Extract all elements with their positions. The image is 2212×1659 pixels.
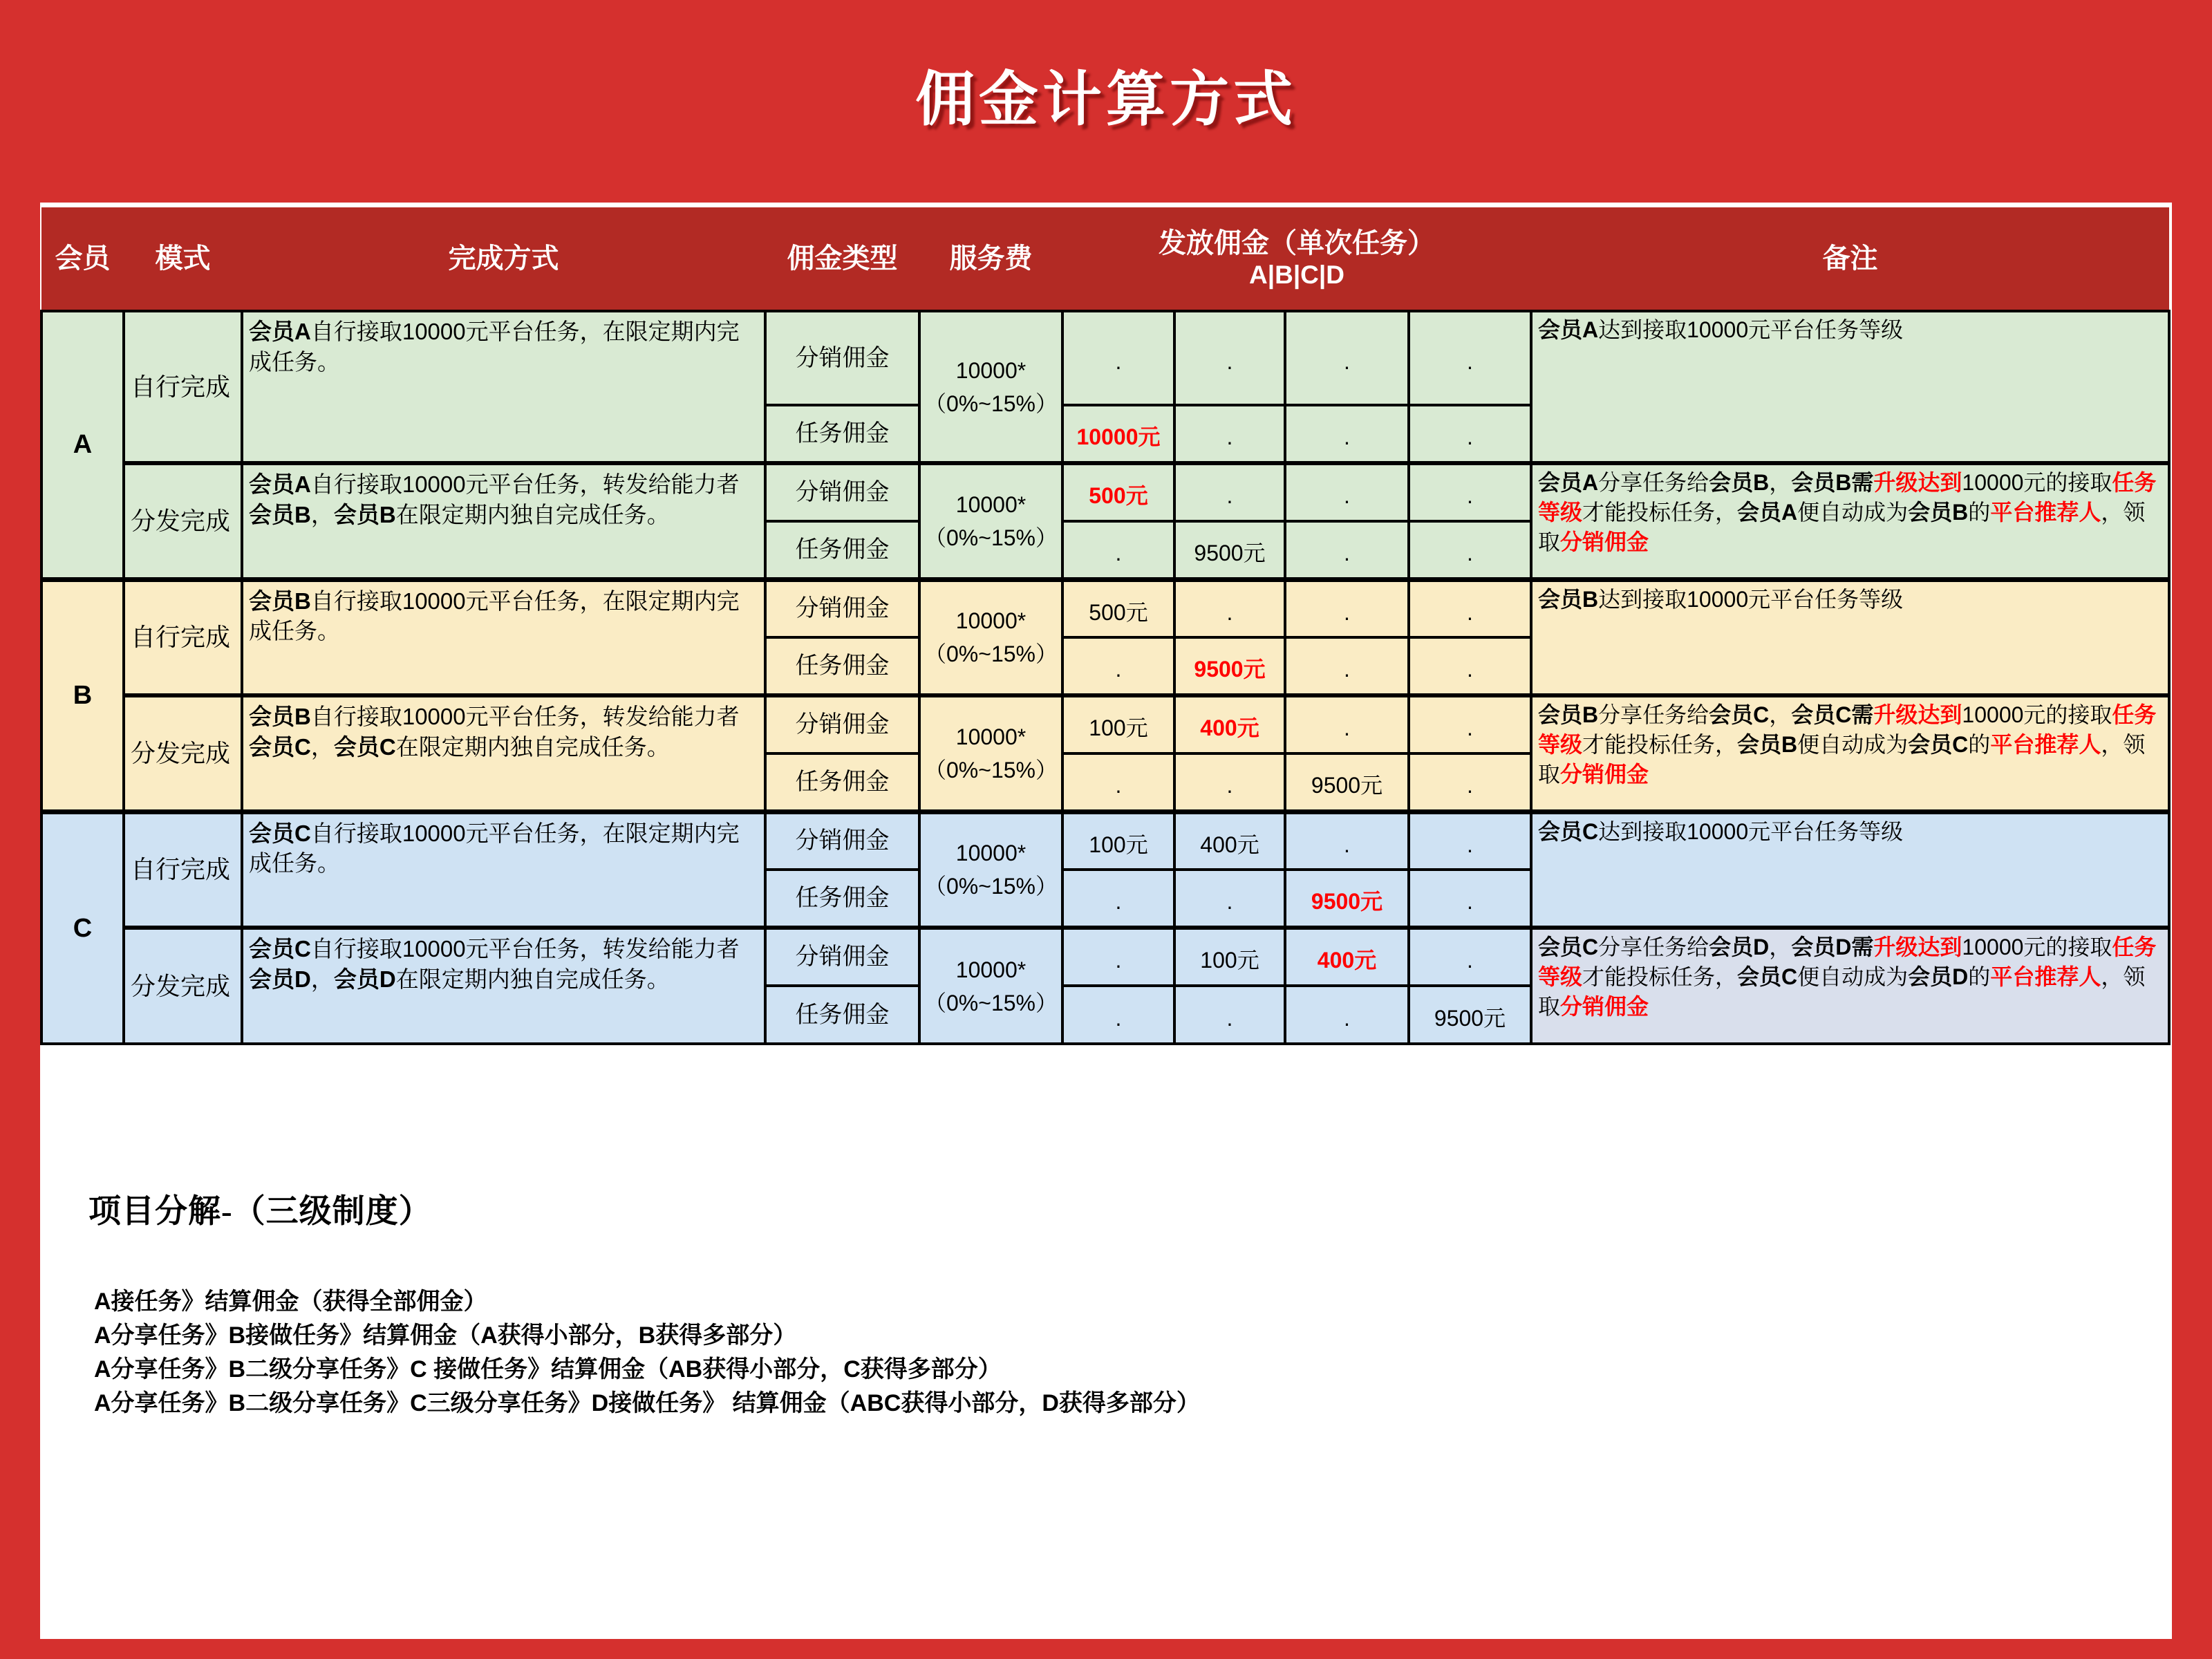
service-fee-line1: 10000* bbox=[955, 957, 1027, 982]
text-segment: 会员B bbox=[333, 501, 396, 527]
method-desc-cell bbox=[242, 928, 765, 1044]
table-header bbox=[41, 207, 2169, 311]
text-segment: 会员D bbox=[333, 966, 396, 992]
table-row bbox=[41, 311, 2169, 405]
payout-c: . bbox=[1285, 405, 1409, 463]
text-segment: 会员C bbox=[333, 733, 396, 760]
text-segment: 会员C bbox=[1538, 935, 1599, 959]
text-segment: 会员B bbox=[1709, 470, 1770, 495]
text-segment: 升级达到 bbox=[1873, 935, 1962, 959]
text-segment: 达到接取10000元平台任务等级 bbox=[1598, 818, 1904, 844]
service-fee-line1: 10000* bbox=[955, 491, 1027, 517]
text-segment: 会员D bbox=[1709, 935, 1770, 959]
text-segment: 会员C bbox=[1538, 818, 1599, 844]
text-segment: ，领取 bbox=[1538, 732, 2146, 787]
text-segment: 才能投标任务， bbox=[1582, 500, 1738, 525]
commission-table bbox=[40, 207, 2171, 1045]
payout-a: . bbox=[1062, 986, 1174, 1044]
text-segment: 分享任务给 bbox=[1598, 702, 1709, 727]
breakdown-line-3: A分享任务》B二级分享任务》C 接做任务》结算佣金（AB获得小部分，C获得多部分） bbox=[94, 1356, 1002, 1382]
payout-a: . bbox=[1062, 870, 1174, 928]
payout-a: 100元 bbox=[1062, 812, 1174, 870]
payout-d: . bbox=[1409, 405, 1531, 463]
commission-type-cell: 分销佣金 bbox=[765, 579, 919, 637]
payout-c: . bbox=[1285, 695, 1409, 753]
mode-cell: 自行完成 bbox=[124, 579, 242, 695]
text-segment: 分销佣金 bbox=[1560, 529, 1649, 555]
text-segment: 在限定期内独自完成任务。 bbox=[395, 733, 670, 760]
payout-a: . bbox=[1062, 521, 1174, 579]
text-segment: 平台推荐人 bbox=[1990, 732, 2101, 758]
method-desc-cell bbox=[242, 463, 765, 579]
breakdown-line-2: A分享任务》B接做任务》结算佣金（A获得小部分，B获得多部分） bbox=[94, 1322, 797, 1349]
payout-a: . bbox=[1062, 928, 1174, 986]
payout-b: . bbox=[1174, 753, 1285, 812]
breakdown-heading: 项目分解-（三级制度） bbox=[88, 1194, 432, 1230]
text-segment: 的 bbox=[1968, 964, 1991, 990]
breakdown-line-4: A分享任务》B二级分享任务》C三级分享任务》D接做任务》 结算佣金（ABC获得小部分，D获得多部分） bbox=[94, 1390, 1200, 1416]
payout-d: . bbox=[1409, 637, 1531, 695]
mode-cell: 自行完成 bbox=[124, 311, 242, 463]
header-member: 会员 bbox=[41, 207, 124, 311]
payout-c: 9500元 bbox=[1285, 753, 1409, 812]
payout-c: 9500元 bbox=[1285, 870, 1409, 928]
service-fee-line1: 10000* bbox=[955, 608, 1027, 634]
payout-d: . bbox=[1409, 579, 1531, 637]
text-segment: 分享任务给 bbox=[1598, 470, 1709, 495]
service-fee-line1: 10000* bbox=[955, 724, 1027, 749]
text-segment: 会员B需 bbox=[1791, 470, 1874, 495]
service-fee-cell bbox=[919, 463, 1062, 579]
mode-cell: 自行完成 bbox=[124, 812, 242, 928]
text-segment: 分享任务给 bbox=[1598, 935, 1709, 959]
payout-d: . bbox=[1409, 928, 1531, 986]
table-row bbox=[41, 695, 2169, 753]
payout-d: . bbox=[1409, 870, 1531, 928]
text-segment: 会员C bbox=[1709, 702, 1770, 727]
text-segment: 自行接取10000元平台任务，转发给能力者 bbox=[310, 471, 740, 497]
text-segment: 任务等级 bbox=[1538, 702, 2157, 758]
text-segment: 会员A bbox=[1737, 500, 1798, 525]
payout-b: . bbox=[1174, 405, 1285, 463]
commission-type-cell: 任务佣金 bbox=[765, 405, 919, 463]
text-segment: 会员D需 bbox=[1791, 935, 1874, 959]
text-segment: 会员C bbox=[249, 936, 311, 962]
text-segment: 会员B bbox=[1538, 586, 1599, 612]
payout-a: . bbox=[1062, 637, 1174, 695]
text-segment: 升级达到 bbox=[1873, 702, 1962, 727]
remark-cell bbox=[1531, 695, 2169, 812]
text-segment: 10000元的接取 bbox=[1962, 702, 2112, 727]
text-segment: ， bbox=[310, 501, 334, 527]
service-fee-line2: （0%~15%） bbox=[924, 990, 1058, 1015]
service-fee-cell bbox=[919, 311, 1062, 463]
payout-b: . bbox=[1174, 579, 1285, 637]
text-segment: 达到接取10000元平台任务等级 bbox=[1598, 586, 1904, 612]
text-segment: 会员A bbox=[1538, 317, 1599, 342]
service-fee-line2: （0%~15%） bbox=[924, 525, 1058, 550]
commission-type-cell: 分销佣金 bbox=[765, 928, 919, 986]
member-label-b: B bbox=[41, 579, 124, 812]
text-segment: 任务等级 bbox=[1538, 935, 2157, 990]
text-segment: 会员D bbox=[249, 966, 311, 992]
payout-a: 500元 bbox=[1062, 579, 1174, 637]
text-segment: 10000元的接取 bbox=[1962, 470, 2112, 495]
method-desc-cell bbox=[242, 812, 765, 928]
service-fee-line2: （0%~15%） bbox=[924, 874, 1058, 899]
payout-d: . bbox=[1409, 521, 1531, 579]
payout-b: 100元 bbox=[1174, 928, 1285, 986]
text-segment: 才能投标任务， bbox=[1582, 964, 1738, 990]
payout-a: . bbox=[1062, 311, 1174, 405]
text-segment: 会员D bbox=[1908, 964, 1969, 990]
payout-c: . bbox=[1285, 521, 1409, 579]
text-segment: 才能投标任务， bbox=[1582, 732, 1738, 758]
content-panel bbox=[40, 203, 2172, 1639]
section-member-a bbox=[41, 311, 2169, 579]
text-segment: 会员C bbox=[249, 820, 311, 846]
payout-c: . bbox=[1285, 986, 1409, 1044]
payout-a: 100元 bbox=[1062, 695, 1174, 753]
breakdown-line-1: A接任务》结算佣金（获得全部佣金） bbox=[94, 1288, 487, 1315]
header-payout-columns: A|B|C|D bbox=[1249, 260, 1344, 289]
remark-cell bbox=[1531, 812, 2169, 928]
payout-c: 400元 bbox=[1285, 928, 1409, 986]
header-mode: 模式 bbox=[124, 207, 242, 311]
commission-type-cell: 分销佣金 bbox=[765, 463, 919, 521]
text-segment: 任务等级 bbox=[1538, 470, 2157, 525]
text-segment: ，领取 bbox=[1538, 964, 2146, 1020]
text-segment: 升级达到 bbox=[1873, 470, 1962, 495]
text-segment: 平台推荐人 bbox=[1990, 500, 2101, 525]
text-segment: 10000元的接取 bbox=[1962, 935, 2112, 959]
service-fee-line2: （0%~15%） bbox=[924, 391, 1058, 416]
text-segment: ， bbox=[310, 733, 334, 760]
payout-c: . bbox=[1285, 812, 1409, 870]
header-method: 完成方式 bbox=[242, 207, 765, 311]
text-segment: 自行接取10000元平台任务，在限定期内完成任务。 bbox=[249, 820, 740, 877]
text-segment: 会员A bbox=[249, 319, 311, 344]
payout-c: . bbox=[1285, 579, 1409, 637]
text-segment: 在限定期内独自完成任务。 bbox=[395, 501, 670, 527]
text-segment: 会员A bbox=[249, 471, 311, 497]
text-segment: 自行接取10000元平台任务，在限定期内完成任务。 bbox=[249, 588, 740, 644]
payout-b: 400元 bbox=[1174, 812, 1285, 870]
text-segment: 便自动成为 bbox=[1797, 732, 1909, 758]
payout-a: 500元 bbox=[1062, 463, 1174, 521]
text-segment: 会员C bbox=[1908, 732, 1969, 758]
remark-cell bbox=[1531, 579, 2169, 695]
text-segment: 会员B bbox=[249, 588, 311, 614]
service-fee-line2: （0%~15%） bbox=[924, 757, 1058, 782]
service-fee-cell bbox=[919, 579, 1062, 695]
text-segment: ，领取 bbox=[1538, 500, 2146, 555]
service-fee-cell bbox=[919, 695, 1062, 812]
table-row bbox=[41, 928, 2169, 986]
commission-type-cell: 任务佣金 bbox=[765, 986, 919, 1044]
text-segment: 会员A bbox=[1538, 470, 1599, 495]
remark-cell bbox=[1531, 311, 2169, 463]
service-fee-line1: 10000* bbox=[955, 357, 1027, 383]
text-segment: 的 bbox=[1968, 732, 1991, 758]
mode-cell: 分发完成 bbox=[124, 695, 242, 812]
header-payout bbox=[1062, 207, 1531, 311]
payout-a: 10000元 bbox=[1062, 405, 1174, 463]
text-segment: ， bbox=[1769, 935, 1792, 959]
header-payout-title: 发放佣金（单次任务） bbox=[1159, 227, 1435, 259]
text-segment: ， bbox=[1769, 702, 1792, 727]
breakdown-lines bbox=[94, 1285, 1200, 1421]
commission-type-cell: 分销佣金 bbox=[765, 695, 919, 753]
method-desc-cell bbox=[242, 311, 765, 463]
text-segment: 会员B bbox=[249, 704, 311, 729]
commission-type-cell: 分销佣金 bbox=[765, 812, 919, 870]
service-fee-line2: （0%~15%） bbox=[924, 641, 1058, 667]
commission-type-cell: 任务佣金 bbox=[765, 637, 919, 695]
section-member-b bbox=[41, 579, 2169, 812]
commission-type-cell: 分销佣金 bbox=[765, 311, 919, 405]
text-segment: ， bbox=[310, 966, 334, 992]
commission-type-cell: 任务佣金 bbox=[765, 521, 919, 579]
payout-b: 9500元 bbox=[1174, 637, 1285, 695]
text-segment: 分销佣金 bbox=[1560, 762, 1649, 787]
text-segment: 分销佣金 bbox=[1560, 994, 1649, 1020]
payout-d: . bbox=[1409, 695, 1531, 753]
table-row bbox=[41, 579, 2169, 637]
text-segment: 的 bbox=[1968, 500, 1991, 525]
text-segment: 在限定期内独自完成任务。 bbox=[395, 966, 670, 992]
method-desc-cell bbox=[242, 695, 765, 812]
payout-b: . bbox=[1174, 463, 1285, 521]
member-label-a: A bbox=[41, 311, 124, 579]
payout-d: . bbox=[1409, 463, 1531, 521]
text-segment: 会员B bbox=[1538, 702, 1599, 727]
table-row bbox=[41, 463, 2169, 521]
method-desc-cell bbox=[242, 579, 765, 695]
payout-d: . bbox=[1409, 753, 1531, 812]
service-fee-cell bbox=[919, 812, 1062, 928]
text-segment: 会员B bbox=[1908, 500, 1969, 525]
commission-type-cell: 任务佣金 bbox=[765, 753, 919, 812]
service-fee-line1: 10000* bbox=[955, 841, 1027, 866]
payout-d: 9500元 bbox=[1409, 986, 1531, 1044]
text-segment: 会员C bbox=[1737, 964, 1798, 990]
text-segment: 达到接取10000元平台任务等级 bbox=[1598, 317, 1904, 342]
text-segment: 平台推荐人 bbox=[1990, 964, 2101, 990]
text-segment: ， bbox=[1769, 470, 1792, 495]
commission-type-cell: 任务佣金 bbox=[765, 870, 919, 928]
table-row bbox=[41, 812, 2169, 870]
text-segment: 便自动成为 bbox=[1797, 500, 1909, 525]
payout-b: . bbox=[1174, 311, 1285, 405]
payout-c: . bbox=[1285, 311, 1409, 405]
header-remark: 备注 bbox=[1531, 207, 2169, 311]
remark-cell bbox=[1531, 928, 2169, 1044]
page-title: 佣金计算方式 bbox=[915, 66, 1297, 133]
header-commission-type: 佣金类型 bbox=[765, 207, 919, 311]
header-service-fee: 服务费 bbox=[919, 207, 1062, 311]
payout-d: . bbox=[1409, 311, 1531, 405]
payout-c: . bbox=[1285, 463, 1409, 521]
mode-cell: 分发完成 bbox=[124, 928, 242, 1044]
text-segment: 自行接取10000元平台任务，在限定期内完成任务。 bbox=[249, 319, 740, 375]
payout-b: . bbox=[1174, 870, 1285, 928]
payout-b: . bbox=[1174, 986, 1285, 1044]
payout-a: . bbox=[1062, 753, 1174, 812]
text-segment: 自行接取10000元平台任务，转发给能力者 bbox=[310, 936, 740, 962]
text-segment: 便自动成为 bbox=[1797, 964, 1909, 990]
service-fee-cell bbox=[919, 928, 1062, 1044]
section-member-c bbox=[41, 812, 2169, 1044]
mode-cell: 分发完成 bbox=[124, 463, 242, 579]
text-segment: 会员C需 bbox=[1791, 702, 1874, 727]
payout-d: . bbox=[1409, 812, 1531, 870]
text-segment: 会员B bbox=[1737, 732, 1798, 758]
member-label-c: C bbox=[41, 812, 124, 1044]
text-segment: 会员B bbox=[249, 501, 311, 527]
text-segment: 自行接取10000元平台任务，转发给能力者 bbox=[310, 704, 740, 729]
text-segment: 会员C bbox=[249, 733, 311, 760]
remark-cell bbox=[1531, 463, 2169, 579]
payout-b: 400元 bbox=[1174, 695, 1285, 753]
payout-c: . bbox=[1285, 637, 1409, 695]
payout-b: 9500元 bbox=[1174, 521, 1285, 579]
